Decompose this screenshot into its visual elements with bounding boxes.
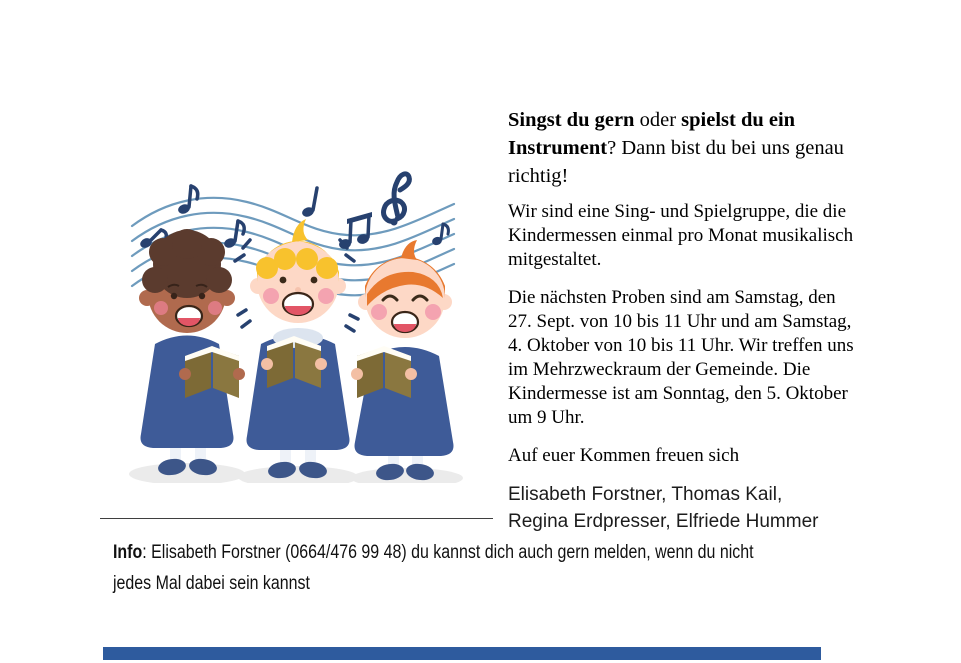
choir-child-middle — [247, 219, 350, 480]
blush — [371, 304, 387, 320]
announcement-text-column — [508, 106, 858, 535]
curly-hair — [142, 229, 232, 298]
organizer-names — [508, 481, 858, 535]
open-mouth — [283, 293, 313, 315]
hand — [179, 368, 191, 380]
names-line: Regina Erdpresser, Elfriede Hummer — [508, 511, 819, 532]
info-text: : Elisabeth Forstner (0664/476 99 48) du kannst dich auch gern melden, wenn du nicht — [142, 542, 754, 563]
treble-clef-icon — [384, 174, 410, 226]
open-mouth — [392, 312, 418, 332]
schedule-paragraph: Die nächsten Proben sind am Samstag, den 27. Sept. von 10 bis 11 Uhr und am Samstag, 4. Oktober von 10 bis 11 Uhr. Wir treffen uns im Mehrzweckraum der Gemeinde. Die Kindermesse ist am Sonntag, den 5. Oktober um 9 Uhr. — [508, 287, 854, 428]
info-line — [113, 537, 852, 568]
bottom-accent-bar — [103, 647, 821, 660]
blush — [263, 288, 279, 304]
blush — [425, 304, 441, 320]
eye — [171, 293, 177, 299]
headline: Singst du gern oder spielst du ein Instrument? Dann bist du bei uns genau richtig! — [508, 109, 844, 187]
eye — [311, 277, 318, 284]
quarter-note-icon — [301, 188, 317, 218]
hand — [405, 368, 417, 380]
hand — [351, 368, 363, 380]
hand — [261, 358, 273, 370]
choir-child-right — [351, 240, 454, 482]
eye — [199, 293, 205, 299]
choir-children-illustration — [95, 148, 480, 483]
about-paragraph: Wir sind eine Sing- und Spielgruppe, die die Kindermessen einmal pro Monat musikalisch mitgestaltet. — [508, 201, 854, 270]
hand — [315, 358, 327, 370]
blush — [208, 301, 222, 315]
info-label: Info — [113, 542, 143, 563]
info-line: jedes Mal dabei sein kannst — [113, 573, 310, 594]
open-mouth — [176, 306, 202, 326]
choir-child-left — [139, 229, 245, 477]
closing-line: Auf euer Kommen freuen sich — [508, 445, 740, 466]
names-line: Elisabeth Forstner, Thomas Kail, — [508, 484, 783, 505]
eye — [280, 277, 287, 284]
hand — [233, 368, 245, 380]
blush — [318, 288, 334, 304]
blush — [154, 301, 168, 315]
contact-info — [113, 537, 852, 599]
horizontal-divider — [100, 518, 493, 519]
